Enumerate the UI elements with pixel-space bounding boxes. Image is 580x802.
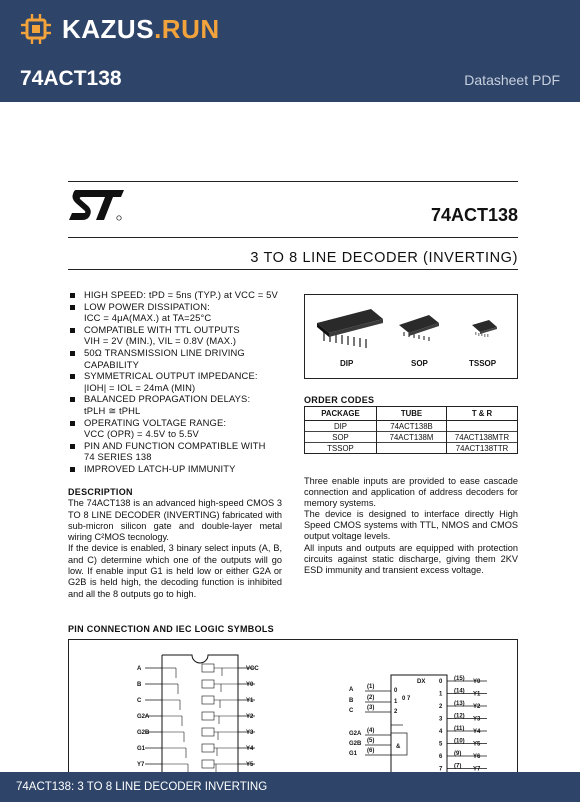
feature-item: BALANCED PROPAGATION DELAYS: tPLH ≅ tPHL [68,393,288,416]
feature-item: IMPROVED LATCH-UP IMMUNITY [68,463,288,475]
iec-weight: 2 [394,709,398,715]
table-cell: DIP [305,421,377,432]
iec-weight: 0 [394,688,398,694]
iec-output-pin: (14) [454,688,465,695]
iec-output-pin: (10) [454,738,465,745]
iec-output-label: Y2 [473,704,481,710]
description-title: DESCRIPTION [68,487,133,497]
doc-subtitle: 3 TO 8 LINE DECODER (INVERTING) [250,250,518,266]
iec-output-pin: (11) [454,726,465,732]
internal-gate [202,696,214,704]
table-header: T & R [447,407,518,421]
iec-input-label: A [349,687,354,693]
iec-output-pin: (12) [454,713,465,720]
iec-input-pin: (3) [367,705,375,711]
iec-and-label: & [396,744,401,750]
internal-gate [202,744,214,752]
feature-item: OPERATING VOLTAGE RANGE: VCC (OPR) = 4.5V to 5.5V [68,417,288,440]
pin-label-right: Y2 [246,714,254,720]
pin-label-right: Y1 [246,698,254,704]
pin-label-left: G2A [137,714,150,720]
iec-input-label: G1 [349,751,358,757]
package-label-dip: DIP [340,359,354,368]
iec-output-label: Y0 [473,679,481,685]
table-cell [447,421,518,432]
pin-label-right: Y3 [246,730,254,736]
pin-label-right: Y0 [246,682,254,688]
pin-label-left: B [137,682,142,688]
iec-output-pin: (7) [454,763,462,770]
st-logo [68,186,126,222]
iec-output-label: Y1 [473,691,481,698]
iec-input-label: G2B [349,741,362,747]
right-column-text [304,476,518,576]
iec-input-pin: (4) [367,728,375,734]
site-name: KAZUS [62,13,155,44]
package-label-sop: SOP [411,359,428,368]
doc-type-label: Datasheet PDF [464,72,560,88]
iec-output-number: 2 [439,704,443,710]
iec-input-pin: (2) [367,695,375,701]
iec-input-label: C [349,708,354,714]
pin-section-title: PIN CONNECTION AND IEC LOGIC SYMBOLS [68,624,274,634]
iec-output-pin: (9) [454,751,462,757]
table-cell: 74ACT138TTR [447,443,518,454]
iec-output-number: 4 [439,729,443,735]
description-paragraph: If the device is enabled, 3 binary select inputs (A, B, and C) determine which one of the outputs will go low. If enable input G1 is held low or either G2A or G2B is held high, the decoding function is inhibited and all the 8 outputs go to high. [68,543,282,599]
table-row [305,421,518,432]
body-paragraph: All inputs and outputs are equipped with protection circuits against static discharge, giving them 2KV ESD immunity and transient excess voltage. [304,542,518,575]
iec-input-label: B [349,698,354,704]
table-cell: SOP [305,432,377,443]
top-rule [68,181,518,182]
tssop-package-image [472,320,497,337]
iec-output-number: 7 [439,766,443,773]
iec-header: DX [417,679,426,685]
package-drawing [305,295,517,355]
table-header: PACKAGE [305,407,377,421]
subtitle-rule [68,269,518,270]
iec-range: 0 7 [402,696,411,702]
iec-output-label: Y5 [473,741,481,748]
package-label-tssop: TSSOP [469,359,497,368]
internal-gate [202,728,214,736]
table-cell: 74ACT138M [377,432,447,443]
iec-output-pin: (13) [454,701,465,707]
iec-output-number: 0 [439,679,443,685]
order-codes-title: ORDER CODES [304,395,375,405]
description-paragraph: The 74ACT138 is an advanced high-speed CMOS 3 TO 8 LINE DECODER (INVERTING) fabricated with sub-micron silicon gate and double-layer metal wiring C²MOS tecnology. [68,498,282,543]
internal-gate [202,760,214,768]
feature-item: PIN AND FUNCTION COMPATIBLE WITH 74 SERIES 138 [68,440,288,463]
package-images [304,294,518,379]
pin-label-right: Y5 [246,762,254,768]
body-paragraph: Three enable inputs are provided to ease cascade connection and application of address decoders for memory systems. [304,476,518,509]
iec-output-number: 5 [439,741,443,748]
pin-label-left: G1 [137,746,146,752]
iec-input-pin: (6) [367,748,375,754]
page-title: 74ACT138 [20,67,122,90]
iec-output-label: Y7 [473,766,481,773]
feature-item: HIGH SPEED: tPD = 5ns (TYP.) at VCC = 5V [68,289,288,301]
pin-diagram [69,640,517,775]
table-row [305,432,518,443]
dip-package-image [317,309,383,348]
internal-gate [202,712,214,720]
doc-part-number: 74ACT138 [430,205,518,225]
feature-item: LOW POWER DISSIPATION: ICC = 4μA(MAX.) at TA=25°C [68,301,288,324]
feature-list [68,289,288,475]
table-header: TUBE [377,407,447,421]
ic-outline [162,655,238,773]
body-paragraph: The device is designed to interface directly High Speed CMOS systems with TTL, NMOS and CMOS output voltage levels. [304,509,518,542]
pin-label-left: G2B [137,730,150,736]
title-rule [68,237,518,238]
iec-output-number: 6 [439,754,443,760]
internal-gate [202,664,214,672]
site-header [0,0,580,102]
table-cell: 74ACT138MTR [447,432,518,443]
sop-package-image [399,315,439,341]
feature-item: 50Ω TRANSMISSION LINE DRIVING CAPABILITY [68,347,288,370]
pin-label-left: C [137,698,142,704]
feature-item: SYMMETRICAL OUTPUT IMPEDANCE: |IOH| = IOL = 24mA (MIN) [68,370,288,393]
iec-weight: 1 [394,699,398,705]
iec-output-number: 3 [439,716,443,723]
table-cell: 74ACT138B [377,421,447,432]
iec-output-label: Y4 [473,729,481,735]
table-header-row [305,407,518,421]
pin-diagram-box [68,639,518,774]
pin-label-right: VCC [246,666,259,672]
iec-output-pin: (15) [454,676,465,682]
site-logo[interactable] [20,12,220,46]
order-codes-table [304,406,518,454]
site-tld: .RUN [154,13,220,44]
chip-icon [20,13,52,45]
table-cell [377,443,447,454]
iec-output-label: Y3 [473,716,481,723]
pin-label-right: Y4 [246,746,254,752]
iec-output-label: Y6 [473,754,481,760]
pin-label-left: Y7 [137,762,145,768]
table-cell: TSSOP [305,443,377,454]
footer-title: 74ACT138: 3 TO 8 LINE DECODER INVERTING [16,781,268,793]
footer-bar [0,772,580,802]
description [68,487,282,600]
iec-input-pin: (5) [367,738,375,744]
pin-label-left: A [137,666,142,672]
feature-item: COMPATIBLE WITH TTL OUTPUTS VIH = 2V (MIN.), VIL = 0.8V (MAX.) [68,324,288,347]
iec-input-pin: (1) [367,684,375,690]
iec-output-number: 1 [439,691,443,698]
internal-gate [202,680,214,688]
iec-input-label: G2A [349,731,362,737]
table-row [305,443,518,454]
